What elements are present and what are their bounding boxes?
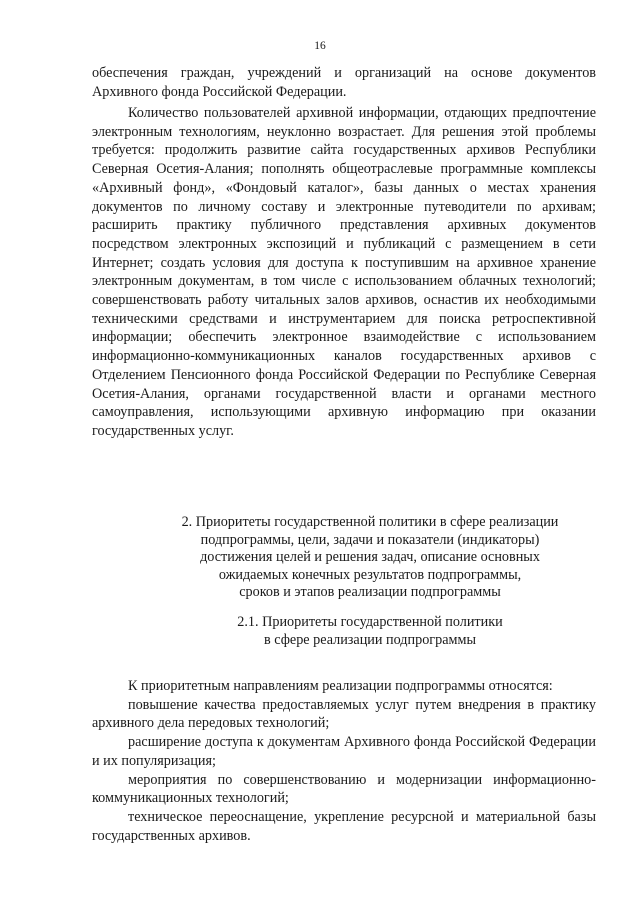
- subsection-heading-line: в сфере реализации подпрограммы: [263, 631, 476, 648]
- section-heading: [110, 514, 630, 602]
- priorities-list: [92, 677, 596, 845]
- page-number: 16: [314, 40, 326, 52]
- intro-paragraph: обеспечения граждан, учреждений и организаций на основе документов Архивного фонда Российской Федерации.: [92, 65, 596, 100]
- section-heading-line: сроков и этапов реализации подпрограммы: [239, 584, 501, 600]
- priority-item: мероприятия по совершенствованию и модернизации информационно-коммуникационных технологий;: [92, 771, 596, 807]
- priority-item: расширение доступа к документам Архивного фонда Российской Федерации и их популяризация;: [92, 734, 596, 769]
- section-heading-line: подпрограммы, цели, задачи и показатели (индикаторы): [200, 531, 540, 548]
- main-paragraph-block: [92, 104, 596, 441]
- priority-item: техническое переоснащение, укрепление ресурсной и материальной базы государственных архивов.: [92, 808, 596, 844]
- priorities-lead: К приоритетным направлениям реализации подпрограммы относятся:: [128, 678, 553, 694]
- main-paragraph: Количество пользователей архивной информации, отдающих предпочтение электронным технологиям, неуклонно возрастает. Для решения этой проблемы требуется: продолжить развитие сайта государственных архивов Республики Северная Осетия-Алания; пополнять общеотраслевые программные комплексы «Архивный фонд», «Фондовый каталог», базы данных о местах хранения документов по личному составу и электронные путеводители по архивам; расширить практику публичного представления архивных документов посредством электронных экспозиций и публикаций с размещением в сети Интернет; создать условия для доступа к поступившим на архивное хранение электронным документам, в том числе с использованием облачных технологий; совершенствовать работу читальных залов архивов, оснастив их необходимыми техническими средствами и инструментарием для поиска ретроспективной информации; обеспечить электронное взаимодействие с использованием информационно-коммуникационных каналов государственных архивов с Отделением Пенсионного фонда Российской Федерации по Республике Северная Осетия-Алания, органами государственной власти и органами местного самоуправления, использующими архивную информацию при оказании государственных услуг.: [92, 105, 596, 439]
- intro-paragraph-block: [92, 64, 596, 101]
- section-heading-line: 2. Приоритеты государственной политики в сфере реализации: [181, 514, 559, 530]
- subsection-heading-line: 2.1. Приоритеты государственной политики: [237, 614, 503, 630]
- priority-item: повышение качества предоставляемых услуг путем внедрения в практику архивного дела передовых технологий;: [92, 696, 596, 732]
- section-heading-line: достижения целей и решения задач, описание основных: [200, 549, 540, 565]
- section-heading-line: ожидаемых конечных результатов подпрограммы,: [218, 566, 522, 583]
- subsection-heading: [120, 614, 620, 649]
